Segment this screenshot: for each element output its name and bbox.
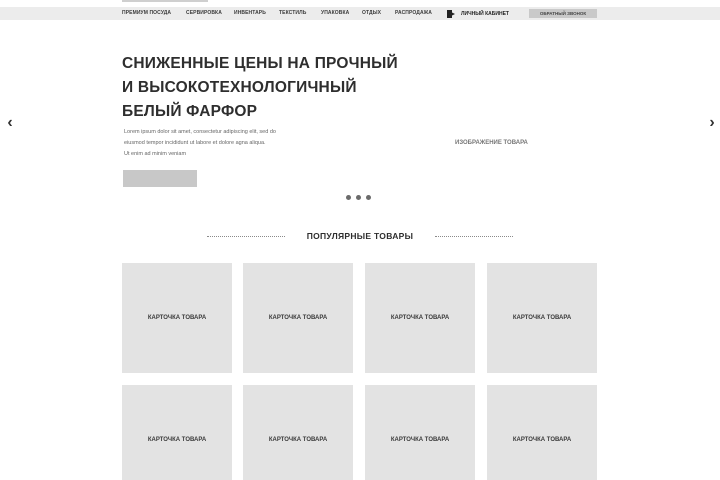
product-card-label: КАРТОЧКА ТОВАРА <box>147 437 207 443</box>
product-card[interactable] <box>122 263 232 373</box>
product-card-label: КАРТОЧКА ТОВАРА <box>390 437 450 443</box>
top-strip <box>122 0 208 2</box>
hero-title <box>122 52 402 124</box>
product-card-label: КАРТОЧКА ТОВАРА <box>268 315 328 321</box>
login-icon <box>447 10 456 18</box>
product-card[interactable] <box>243 385 353 480</box>
slider-dot[interactable] <box>356 195 361 200</box>
personal-cabinet-label: ЛИЧНЫЙ КАБИНЕТ <box>461 10 509 17</box>
main-navbar <box>0 7 720 20</box>
product-card-label: КАРТОЧКА ТОВАРА <box>268 437 328 443</box>
slider-prev-arrow-icon[interactable]: ‹ <box>7 114 13 131</box>
decorative-divider <box>435 236 513 237</box>
slider-dot[interactable] <box>366 195 371 200</box>
hero-title-line: И ВЫСОКОТЕХНОЛОГИЧНЫЙ <box>122 79 357 96</box>
hero-description-line: Lorem ipsum dolor sit amet, consectetur adipiscing elit, sed do <box>124 129 276 135</box>
product-card-label: КАРТОЧКА ТОВАРА <box>512 437 572 443</box>
nav-item-inventory[interactable]: ИНВЕНТАРЬ <box>234 10 266 16</box>
product-card[interactable] <box>122 385 232 480</box>
nav-item-textile[interactable]: ТЕКСТИЛЬ <box>279 10 307 16</box>
hero-cta-button[interactable] <box>123 170 197 187</box>
nav-item-leisure[interactable]: ОТДЫХ <box>362 10 382 16</box>
slider-next-arrow-icon[interactable]: › <box>709 114 715 131</box>
personal-cabinet-link[interactable] <box>447 7 509 20</box>
popular-section-title: ПОПУЛЯРНЫЕ ТОВАРЫ <box>306 231 414 241</box>
callback-button[interactable]: ОБРАТНЫЙ ЗВОНОК <box>529 9 597 18</box>
hero-title-line: СНИЖЕННЫЕ ЦЕНЫ НА ПРОЧНЫЙ <box>122 55 398 72</box>
product-card[interactable] <box>365 385 475 480</box>
hero-description <box>124 127 324 160</box>
popular-section-header <box>0 230 720 242</box>
hero-description-line: eiusmod tempor incididunt ut labore et dolore agna aliqua. <box>124 140 266 146</box>
hero-product-image-placeholder: ИЗОБРАЖЕНИЕ ТОВАРА <box>455 140 528 146</box>
nav-item-serving[interactable]: СЕРВИРОВКА <box>186 10 222 16</box>
slider-dot[interactable] <box>346 195 351 200</box>
nav-item-sale[interactable]: РАСПРОДАЖА <box>395 10 432 16</box>
product-card[interactable] <box>487 385 597 480</box>
nav-item-packaging[interactable]: УПАКОВКА <box>321 10 350 16</box>
product-card[interactable] <box>487 263 597 373</box>
product-card[interactable] <box>365 263 475 373</box>
product-card-label: КАРТОЧКА ТОВАРА <box>147 315 207 321</box>
hero-description-line: Ut enim ad minim veniam <box>124 151 187 157</box>
nav-item-premium-tableware[interactable]: ПРЕМИУМ ПОСУДА <box>122 10 172 16</box>
slider-dots <box>346 195 371 200</box>
product-card[interactable] <box>243 263 353 373</box>
product-card-label: КАРТОЧКА ТОВАРА <box>390 315 450 321</box>
hero-title-line: БЕЛЫЙ ФАРФОР <box>122 103 258 120</box>
product-card-label: КАРТОЧКА ТОВАРА <box>512 315 572 321</box>
